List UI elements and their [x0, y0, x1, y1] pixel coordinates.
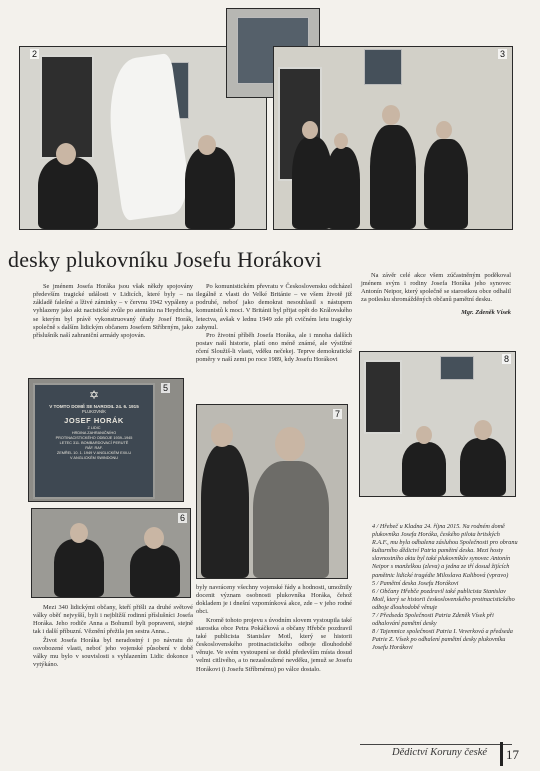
photo-8-person-1-head [416, 426, 432, 444]
photo-6-number: 6 [180, 513, 186, 523]
caption-5: 5 / Pamětní deska Josefu Horákovi [372, 579, 459, 587]
photo-5-number: 5 [163, 383, 169, 393]
caption-7: 7 / Předseda Společnosti Patria Zdeněk Vísek při odhalování pamětní desky [372, 612, 494, 628]
photo-6-person-2 [130, 545, 180, 597]
photo-8-person-1 [402, 442, 446, 496]
column-2-paragraph-1: Po komunistickém převratu v Československu odcházel ilegálně z vlasti do Velké Británie – ve všem životě již podruhé, neboť jako demokrat nesouhlasil s nástupem komunistů k moci. V Británii byl přijat opět do Královského letectva, avšak v lednu 1949 zde při cvičném letu tragicky zahynul. [196, 283, 352, 331]
memorial-plaque [33, 383, 155, 499]
article-signature: Mgr. Zdeněk Vísek [461, 308, 511, 316]
footer-publication-title: Dědictví Koruny české [392, 747, 488, 758]
column-2-lower-paragraph-2: Kromě tohoto projevu s úvodním slovem vystoupila také starostka obce Petra Pokáčková a občany Hřebče pozdravil také publicista Stanislav Motl, který se historii československého protinacistického odboje dlouhodobě věnuje. Ve svém vystoupení se dotkl především místa dosud velmi citlivého, a to nezasloužené nevděku, jemuž se Josefu Horákovi (i Josefu Stříbrnému) po válce dostalo. [196, 616, 352, 673]
photo-8-plaque [440, 356, 474, 380]
plaque-line-2: PLUKOVNÍK [82, 409, 106, 414]
photo-6-person-1 [54, 539, 104, 597]
photo-7-speaker [253, 461, 329, 578]
photo-7-number: 7 [335, 409, 341, 419]
photo-7-person-left [201, 445, 249, 578]
photo-8-number: 8 [504, 354, 510, 364]
column-2-text [196, 283, 352, 365]
column-1-lower-text [33, 604, 193, 669]
column-3-paragraph: Na závěr celé akce všem zúčastněným poděkoval jménem svým i rodiny Josefa Horáka jeho synovec Antonín Neipor, který společně se starostkou obce odhalil za potlesku shromážděných občanů pamětní desku. [361, 272, 511, 304]
photo-2-person-left-head [56, 143, 76, 165]
column-1-lower-paragraph-1: Mezi 340 lidickými občany, kteří přišli za druhé světové války oběť nejvyšší, byli i nejbližší rodinní příslušníci Josefa Horáka. Jeho rodiče Anna a Bohumil byli popraveni, stejně tak i další příbuzní. Věznění přežila jen sestra Anna... [33, 604, 193, 636]
photo-8 [359, 351, 516, 497]
photo-3-plaque [364, 49, 402, 85]
photo-8-person-2 [460, 438, 506, 496]
photo-8-person-2-head [474, 420, 492, 440]
photo-3-person-2 [326, 147, 360, 229]
photo-3-person-2-head [334, 133, 348, 149]
photo-7-speaker-head [275, 427, 305, 461]
article-headline: desky plukovníku Josefu Horákovi [8, 247, 322, 272]
photo-3 [273, 46, 513, 230]
page-number: 17 [506, 747, 519, 762]
photo-2-person-right [185, 147, 235, 229]
photo-6-person-1-head [70, 523, 88, 543]
photo-3-number: 3 [500, 49, 506, 59]
photo-captions [372, 523, 518, 653]
photo-8-window [364, 360, 402, 434]
photo-3-person-4 [424, 139, 468, 229]
photo-3-person-3-head [382, 105, 400, 125]
caption-4: 4 / Hřebeč u Kladna 24. října 2015. Na rodném domě plukovníka Josefa Horáka, českého pilota britských R.A.F., mu byla odhalena zásluhou Společnosti pro obranu kulturního dědictví Patria pamětní deska. Mezi hosty slavnostního aktu byl také plukovníkův synovec Antonín Neipor s manželkou (zleva) a jedna ze tří dosud žijících pamětnic lidické tragédie Miloslava Kalibová (vpravo) [372, 523, 518, 579]
column-2-lower-paragraph-1: byly navráceny všechny vojenské řády a hodnosti, umožnily docenit význam osobnosti plukovníka Horáka, čehož dokladem je i dnešní vzpomínková akce, zde – v jeho rodné obci. [196, 584, 352, 616]
photo-7 [196, 404, 348, 579]
footer-divider [500, 742, 503, 766]
plaque-line-8: ZEMŘEL 10. 1. 1949 V ANGLICKÉM EXILU [56, 451, 132, 455]
plaque-line-7: RÁF. RAF. [85, 446, 103, 450]
plaque-name: JOSEF HORÁK [64, 416, 124, 425]
plaque-line-3: Z LIDIC [87, 426, 101, 430]
photo-6 [31, 508, 191, 598]
plaque-line-6: LETEC 311. BOMBARDOVACÍ PERUTĚ [59, 441, 129, 445]
caption-6: 6 / Občany Hřebče pozdravil také publicista Stanislav Motl, který se historii československého protinacistického odboje dlouhodobě věnuje [372, 587, 515, 611]
column-2-paragraph-2: Pro životní příběh Josefa Horáka, ale i mnoha dalších postav naší historie, platí ono méně známé, ale výstižné rčení Sloužiš-li vlasti, vděku nečekej. Teprve demokratické poměry v naší zemi po roce 1989, kdy Josefu Horákovi [196, 331, 352, 364]
photo-2-person-right-head [198, 135, 216, 155]
plaque-line-5: PROTINACISTICKÉHO ODBOJE 1939–1945 [55, 436, 133, 440]
plaque-line-9: V ANGLICKÉM SWINDONU [70, 456, 118, 460]
column-1-text [33, 283, 193, 340]
plaque-line-1: V TOMTO DOMĚ SE NARODIL 24. 6. 1915 [49, 404, 139, 409]
photo-6-person-2-head [144, 527, 164, 549]
caption-8: 8 / Tajemnice společnosti Patria I. Veverková a předseda Patrie Z. Vísek po odhalení pamětní desky plukovníku Josefu Horákovi [372, 628, 513, 652]
photo-7-person-left-head [211, 423, 233, 447]
column-1-lower-paragraph-2: Život Josefa Horáka byl neradostný i po návratu do osvobozené vlasti, neboť jeho vojenské působení v době války mu bylo v souvislosti s vyhlazením Lidic dokonce i vytýkáno. [33, 636, 193, 669]
column-1-paragraph: Se jménem Josefa Horáka jsou však někdy spojovány především tragické události v Lidicích, které byly – na základě falešné a lživé záminky – v červnu 1942 vypáleny a vyhlazeny jako akt nacistické zvůle po atentátu na Heydricha, se kterým byl právě vykonstruovaný úřady Josef Horák, společně s dalším lidickým občanem Josefem Stříbrným, jako příslušník naší zahraniční armády spojován. [33, 283, 193, 339]
photo-2-person-left [38, 157, 98, 229]
photo-3-person-3 [370, 125, 416, 229]
photo-3-person-1-head [302, 121, 318, 139]
column-3-text [361, 272, 511, 317]
star-of-david-icon: ✡ [88, 388, 100, 402]
photo-2-number: 2 [32, 49, 38, 59]
photo-3-person-4-head [436, 121, 452, 139]
plaque-line-4: HRDINA ZAHRANIČNÍHO [71, 431, 117, 435]
column-2-lower-text [196, 584, 352, 674]
